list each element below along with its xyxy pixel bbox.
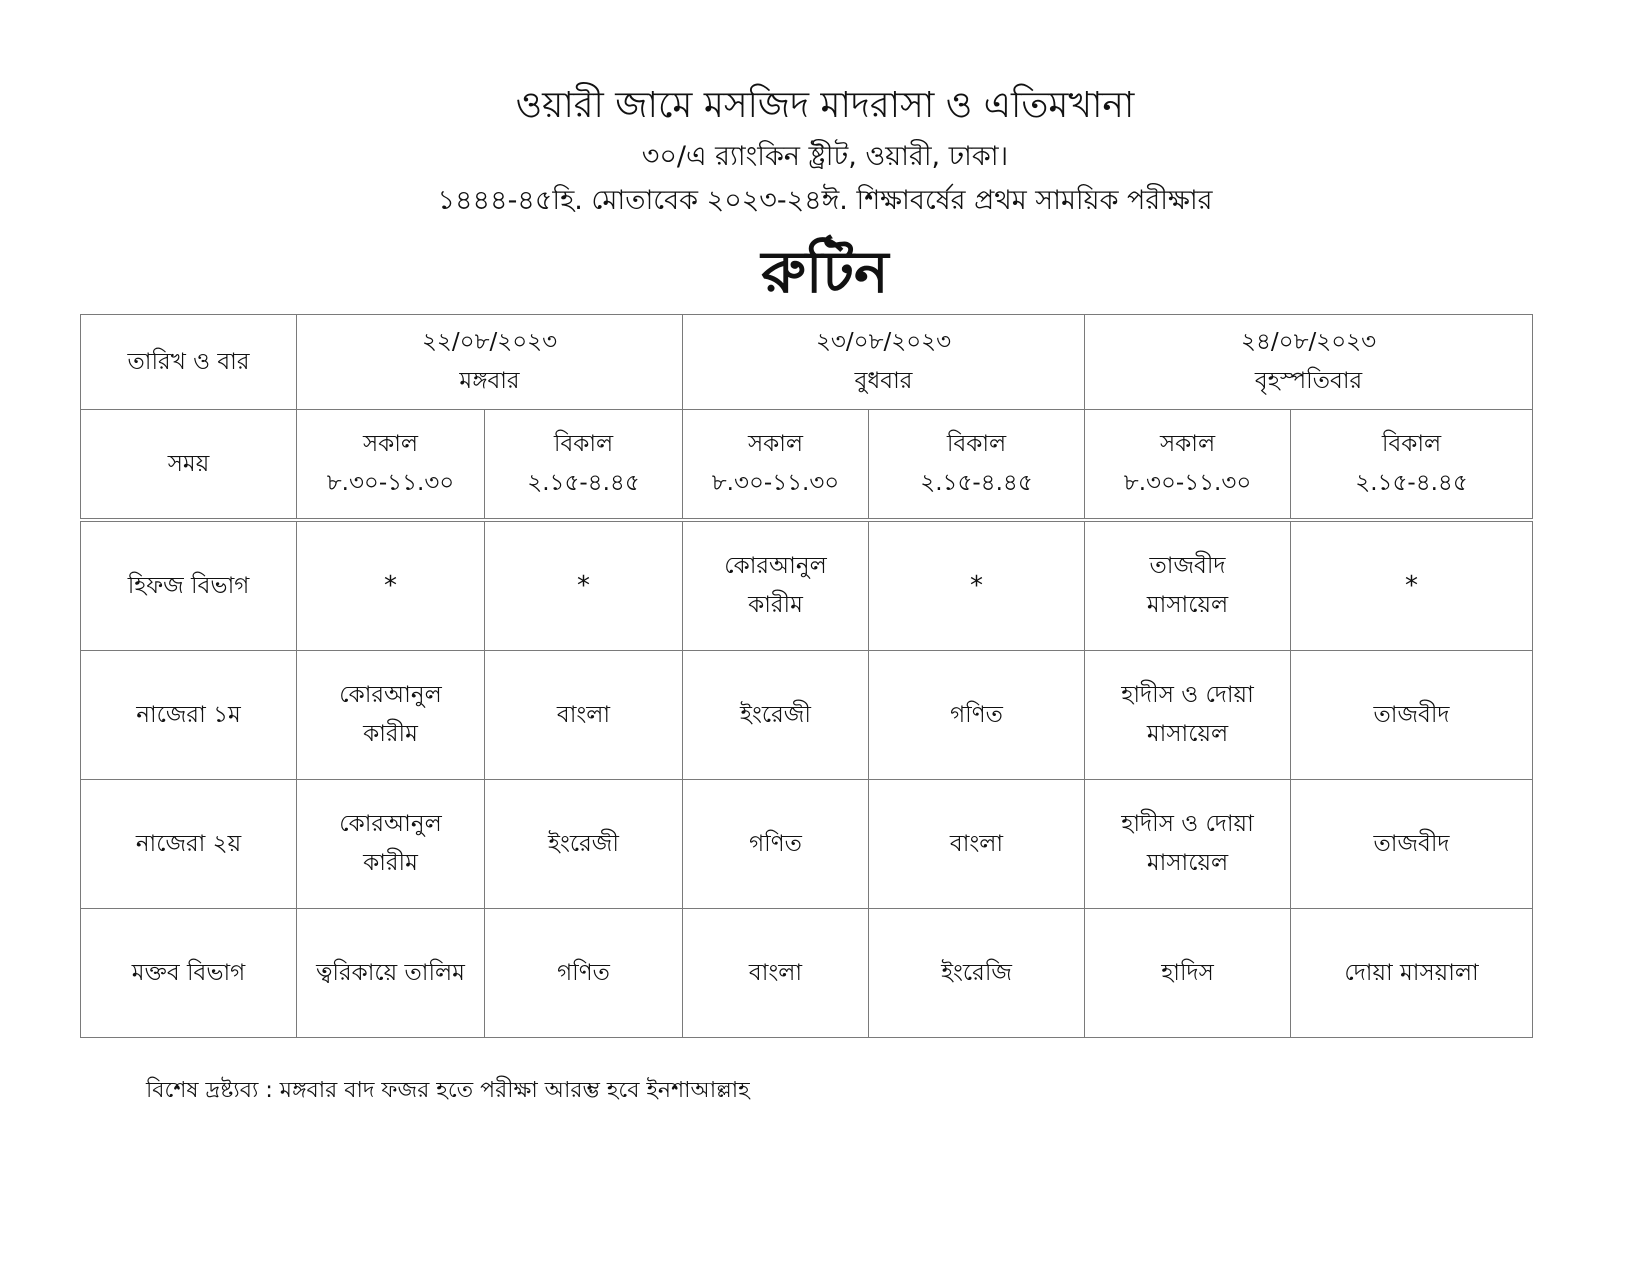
subject-line: ত্বরিকায়ে তালিম: [316, 959, 465, 986]
subject-cell: [297, 780, 485, 909]
slot-name: বিকাল: [1381, 431, 1442, 457]
subject-line: হাদিস: [1161, 959, 1214, 986]
slot-cell: [297, 410, 485, 521]
institution-name: ওয়ারী জামে মসজিদ মাদরাসা ও এতিমখানা: [515, 85, 1135, 126]
subject-line: কোরআনুল: [339, 682, 442, 708]
subject-cell: [1291, 909, 1533, 1038]
subject-line: ইংরেজী: [548, 830, 619, 857]
slot-cell: [1291, 410, 1533, 521]
day-date: ২৩/০৮/২০২৩: [815, 329, 952, 355]
slot-time: ২.১৫-৪.৪৫: [527, 470, 640, 496]
slot-name: বিকাল: [946, 431, 1007, 457]
subject-line: কারীম: [363, 850, 418, 876]
no-exam-mark: *: [1405, 570, 1419, 601]
subject-cell: [869, 520, 1085, 651]
subject-cell: [485, 651, 683, 780]
subject-line: মাসায়েল: [1146, 592, 1229, 618]
slot-time: ৮.৩০-১১.৩০: [711, 470, 840, 496]
subject-row: [81, 651, 1533, 780]
institution-address: ৩০/এ র‍্যাংকিন ষ্ট্রীট, ওয়ারী, ঢাকা।: [641, 141, 1009, 172]
subject-line: মাসায়েল: [1146, 850, 1229, 876]
department-label: হিফজ বিভাগ: [81, 520, 297, 651]
subject-line: গণিত: [749, 830, 802, 857]
subject-cell: [869, 909, 1085, 1038]
subject-line: বাংলা: [748, 959, 803, 986]
subject-line: ইংরেজী: [740, 701, 811, 728]
subject-cell: [683, 651, 869, 780]
subject-line: হাদীস ও দোয়া: [1121, 811, 1254, 837]
department-label: মক্তব বিভাগ: [81, 909, 297, 1038]
subject-cell: [683, 780, 869, 909]
subject-cell: [869, 780, 1085, 909]
subject-row: [81, 780, 1533, 909]
routine-title: রুটিন: [761, 238, 889, 306]
day-weekday: মঙ্গবার: [459, 368, 520, 394]
routine-table: [80, 314, 1533, 1038]
subject-line: গণিত: [950, 701, 1003, 728]
slot-time: ৮.৩০-১১.৩০: [1123, 470, 1252, 496]
subject-line: বাংলা: [556, 701, 611, 728]
subject-cell: [1291, 520, 1533, 651]
special-note: বিশেষ দ্রষ্ট্যব্য : মঙ্গবার বাদ ফজর হতে পরীক্ষা আরম্ভ হবে ইনশাআল্লাহ: [146, 1078, 750, 1103]
subject-row: [81, 520, 1533, 651]
subject-line: কোরআনুল: [339, 811, 442, 837]
subject-cell: [1085, 909, 1291, 1038]
slot-name: সকাল: [747, 431, 804, 457]
subject-line: গণিত: [557, 959, 610, 986]
subject-row: [81, 909, 1533, 1038]
day-date: ২২/০৮/২০২৩: [421, 329, 558, 355]
subject-line: কোরআনুল: [724, 553, 827, 579]
slot-time: ৮.৩০-১১.৩০: [326, 470, 455, 496]
day-date: ২৪/০৮/২০২৩: [1241, 329, 1377, 355]
subject-line: কারীম: [363, 721, 418, 747]
subject-cell: [297, 520, 485, 651]
slot-time: ২.১৫-৪.৪৫: [920, 470, 1033, 496]
subject-cell: [683, 909, 869, 1038]
subject-line: মাসায়েল: [1146, 721, 1229, 747]
subject-cell: [297, 651, 485, 780]
time-label-cell: সময়: [81, 410, 297, 521]
day-weekday: বুধবার: [854, 368, 913, 394]
slot-name: সকাল: [1159, 431, 1216, 457]
subject-cell: [1291, 651, 1533, 780]
slot-time: ২.১৫-৪.৪৫: [1355, 470, 1468, 496]
exam-description: ১৪৪৪-৪৫হি. মোতাবেক ২০২৩-২৪ঈ. শিক্ষাবর্ষের প্রথম সাময়িক পরীক্ষার: [437, 185, 1213, 216]
date-label-cell: তারিখ ও বার: [81, 315, 297, 410]
day-weekday: বৃহস্পতিবার: [1254, 368, 1363, 394]
subject-cell: [1085, 651, 1291, 780]
subject-line: তাজবীদ: [1373, 830, 1450, 857]
subject-cell: [297, 909, 485, 1038]
slot-cell: [683, 410, 869, 521]
department-label: নাজেরা ১ম: [81, 651, 297, 780]
department-label: নাজেরা ২য়: [81, 780, 297, 909]
subject-line: ইংরেজি: [941, 959, 1012, 986]
no-exam-mark: *: [384, 570, 397, 601]
slot-name: সকাল: [362, 431, 419, 457]
no-exam-mark: *: [577, 570, 590, 601]
subject-line: তাজবীদ: [1373, 701, 1450, 728]
subject-cell: [869, 651, 1085, 780]
subject-line: বাংলা: [949, 830, 1004, 857]
subject-cell: [683, 520, 869, 651]
subject-cell: [485, 520, 683, 651]
slot-cell: [485, 410, 683, 521]
subject-line: তাজবীদ: [1149, 553, 1226, 579]
subject-line: হাদীস ও দোয়া: [1121, 682, 1254, 708]
subject-cell: [485, 909, 683, 1038]
subject-cell: [1085, 520, 1291, 651]
no-exam-mark: *: [970, 570, 984, 601]
slot-name: বিকাল: [553, 431, 614, 457]
day-header-cell: [1085, 315, 1533, 410]
day-header-cell: [683, 315, 1085, 410]
subject-line: কারীম: [748, 592, 803, 618]
time-row: [81, 410, 1533, 521]
subject-cell: [485, 780, 683, 909]
subject-cell: [1291, 780, 1533, 909]
slot-cell: [869, 410, 1085, 521]
day-header-cell: [297, 315, 683, 410]
slot-cell: [1085, 410, 1291, 521]
subject-line: দোয়া মাসয়ালা: [1344, 959, 1479, 986]
date-row: [81, 315, 1533, 410]
subject-cell: [1085, 780, 1291, 909]
